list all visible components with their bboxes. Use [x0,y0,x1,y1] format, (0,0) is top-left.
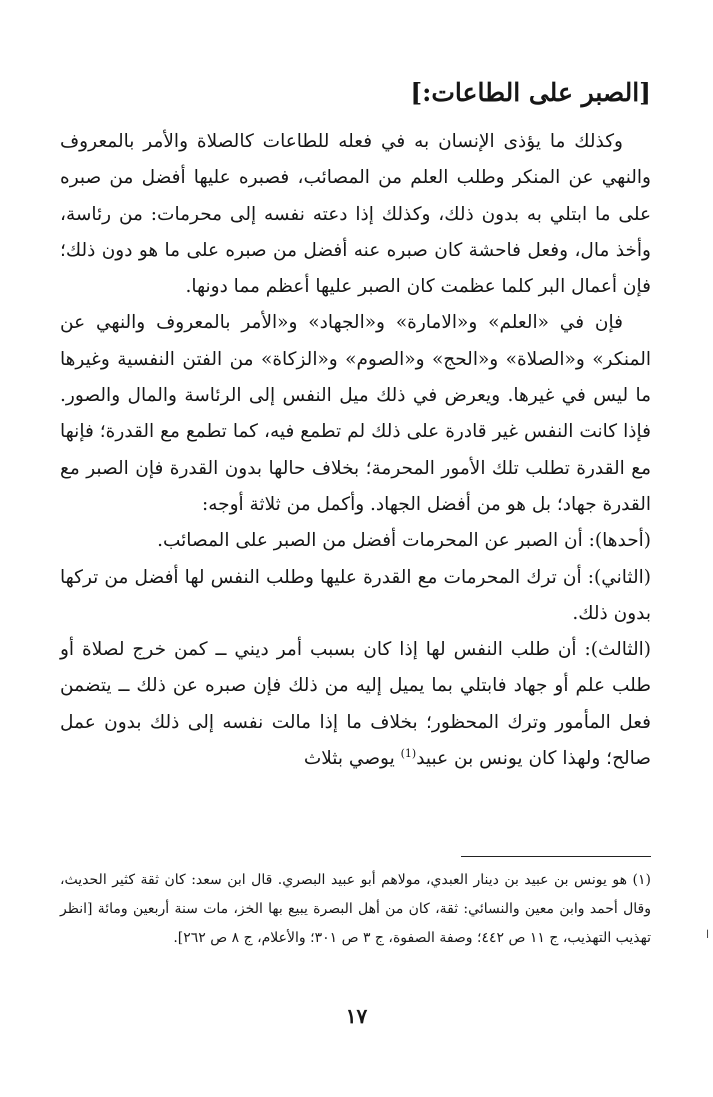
footnote: (١) هو يونس بن عبيد بن دينار العبدي، مولاهم أبو عبيد البصري. قال ابن سعد: كان ثقة كثير الحديث، وقال أحمد وابن معين والنسائي: ثقة، كان من أهل البصرة يبيع بها الخز، مات سنة أربعين ومائة [انظر تهذيب التهذيب، ج ١١ ص ٤٤٢؛ وصفة الصفوة، ج ٣ ص ٣٠١؛ والأعلام، ج ٨ ص ٢٦٢]. [60,872,651,946]
section-heading: [الصبر على الطاعات:] [410,78,651,107]
footnote-separator [461,856,651,857]
paragraph-2: فإن في «العلم» و«الامارة» و«الجهاد» و«الأمر بالمعروف والنهي عن المنكر» و«الصلاة» و«الحج» و«الصوم» و«الزكاة» من الفتن النفسية وغيرها ما ليس في غيرها. ويعرض في ذلك ميل النفس إلى الرئاسة والمال والصور. فإذا كانت النفس غير قادرة على ذلك لم تطمع فيه، كما تطمع مع القدرة؛ فإنها مع القدرة تطلب تلك الأمور المحرمة؛ بخلاف حالها بدون القدرة فإن الصبر مع القدرة جهاد؛ بل هو من أفضل الجهاد. وأكمل من ثلاثة أوجه: [60,312,651,515]
paragraph-4: (الثاني): أن ترك المحرمات مع القدرة عليها وطلب النفس لها أفضل من تركها بدون ذلك. [60,566,651,624]
paragraph-5-text: (الثالث): أن طلب النفس لها إذا كان بسبب أمر ديني ــ كمن خرج لصلاة أو طلب علم أو جهاد فابتلي بما يميل إليه من ذلك فإن صبره عن ذلك ــ يتضمن فعل المأمور وترك المحظور؛ بخلاف ما إذا مالت نفسه إلى ذلك بدون عمل صالح؛ ولهذا كان يونس بن عبيد [60,639,651,770]
paragraph-3: (أحدها): أن الصبر عن المحرمات أفضل من الصبر على المصائب. [157,530,651,552]
paragraph-5-continuation: يوصي بثلاث [303,748,401,770]
paragraph-1: وكذلك ما يؤذى الإنسان به في فعله للطاعات كالصلاة والأمر بالمعروف والنهي عن المنكر وطلب العلم من المصائب، فصبره عليها أفضل من صبره على ما ابتلي به بدون ذلك، وكذلك إذا دعته نفسه إلى محرمات: من رئاسة، وأخذ مال، وفعل فاحشة كان صبره عنه أفضل من صبره على ما هو دون ذلك؛ فإن أعمال البر كلما عظمت كان الصبر عليها أعظم مما دونها. [60,131,651,298]
footnote-reference[interactable]: (1) [400,746,417,760]
page-number: ١٧ [345,1004,368,1028]
paragraph-5 [60,632,651,777]
margin-mark: ا [706,928,710,941]
main-text [60,124,651,777]
